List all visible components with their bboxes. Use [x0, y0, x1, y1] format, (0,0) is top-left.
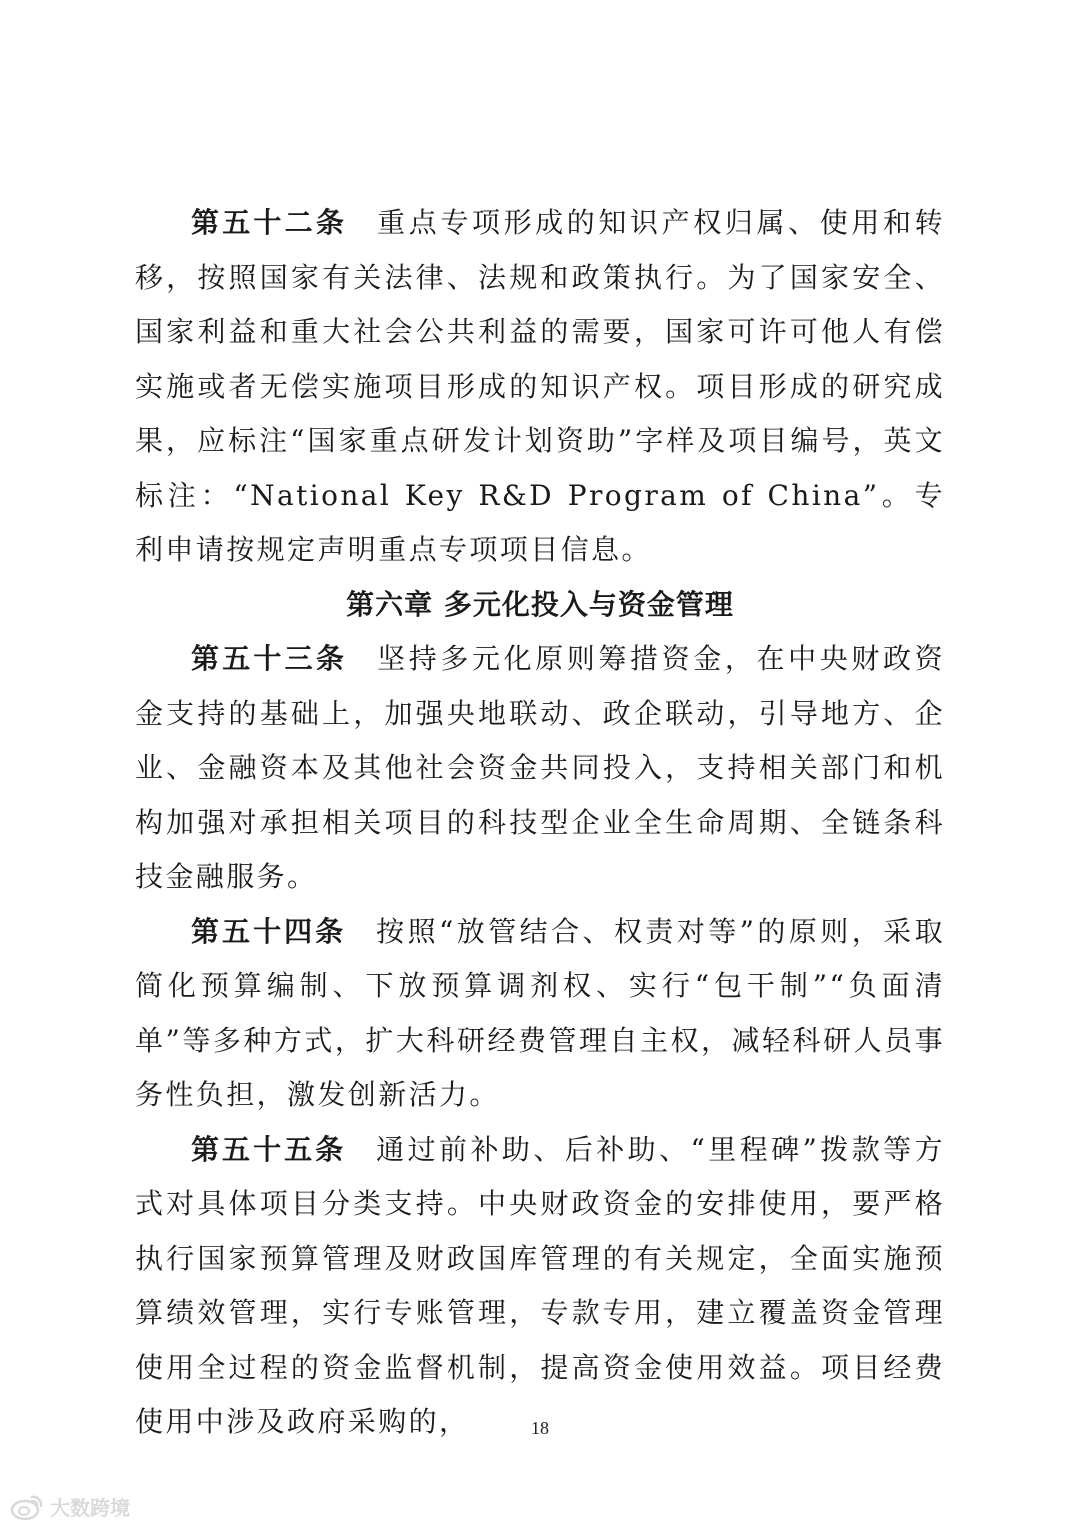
watermark-text: 大数跨境	[50, 1496, 130, 1520]
watermark	[10, 1492, 130, 1521]
article-text: 坚持多元化原则筹措资金，在中央财政资金支持的基础上，加强央地联动、政企联动，引导地方、企业、金融资本及其他社会资金共同投入，支持相关部门和机构加强对承担相关项目的科技型企业全生命周期、全链条科技金融服务。	[135, 642, 945, 893]
article-label: 第五十四条	[191, 914, 347, 948]
article-label: 第五十三条	[191, 642, 348, 675]
article-55	[135, 1123, 945, 1450]
chapter-title: 第六章 多元化投入与资金管理	[346, 587, 734, 621]
article-label: 第五十五条	[191, 1132, 347, 1166]
page-number: 18	[531, 1418, 549, 1438]
article-text: 通过前补助、后补助、“里程碑”拨款等方式对具体项目分类支持。中央财政资金的安排使用，要严格执行国家预算管理及财政国库管理的有关规定，全面实施预算绩效管理，实行专账管理，专款专用，建立覆盖资金管理使用全过程的资金监督机制，提高资金使用效益。项目经费使用中涉及政府采购的，	[135, 1132, 945, 1438]
document-body	[135, 196, 945, 1450]
article-53	[135, 632, 945, 905]
article-54	[135, 905, 945, 1123]
weibo-logo-icon	[10, 1494, 44, 1520]
article-text: 按照“放管结合、权责对等”的原则，采取简化预算编制、下放预算调剂权、实行“包干制”“负面清单”等多种方式，扩大科研经费管理自主权，减轻科研人员事务性负担，激发创新活力。	[135, 914, 945, 1111]
article-text: 重点专项形成的知识产权归属、使用和转移，按照国家有关法律、法规和政策执行。为了国家安全、国家利益和重大社会公共利益的需要，国家可许可他人有偿实施或者无偿实施项目形成的知识产权。项目形成的研究成果，应标注“国家重点研发计划资助”字样及项目编号，英文标注：“National Key R&D Program of China”。专利申请按规定声明重点专项项目信息。	[135, 206, 945, 566]
article-label: 第五十二条	[191, 206, 348, 239]
article-52	[135, 196, 945, 578]
